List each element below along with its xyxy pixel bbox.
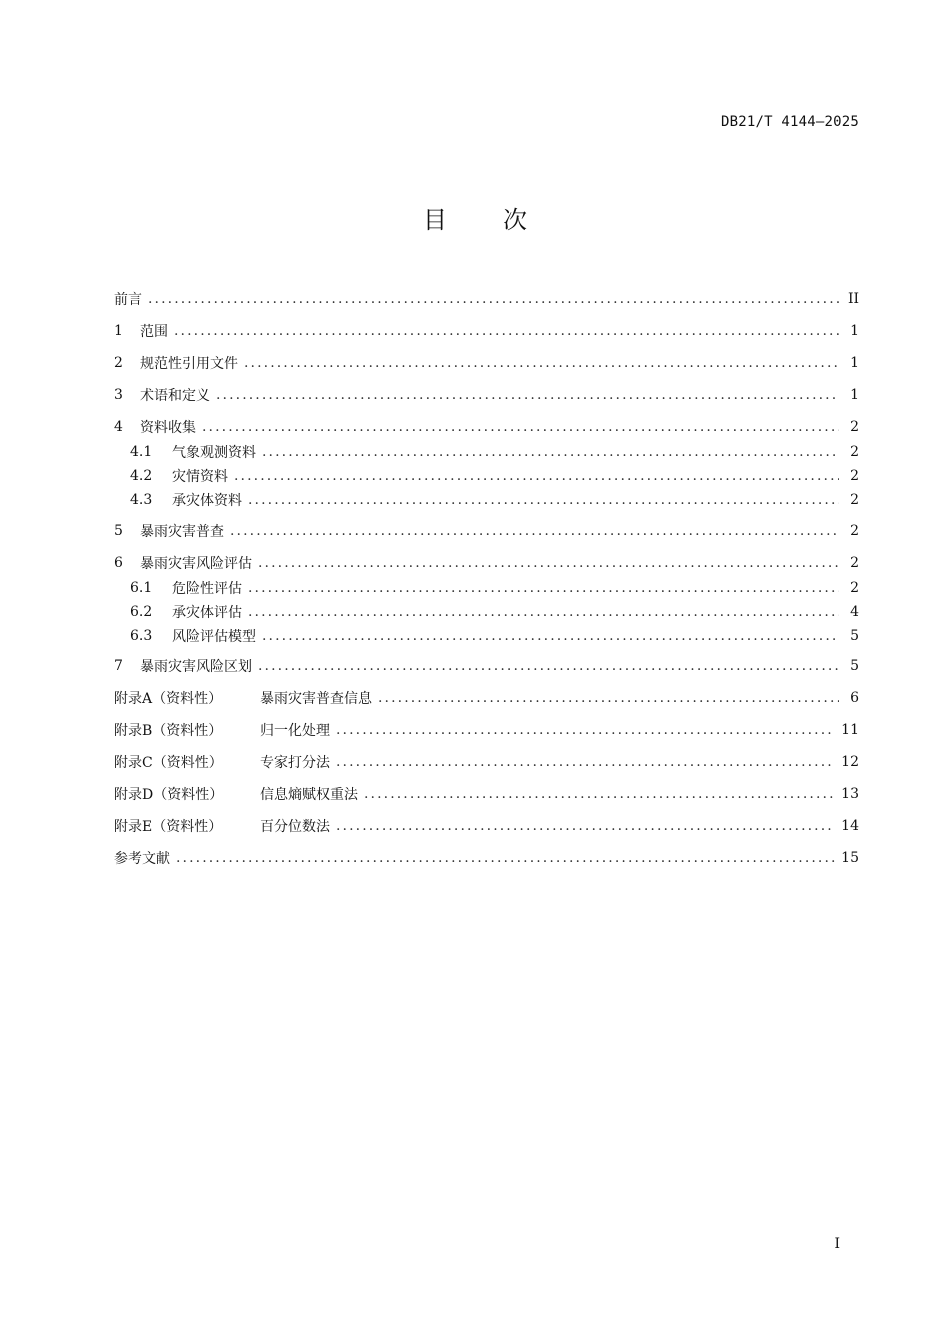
toc-entry-4-3[interactable]: [114, 490, 859, 510]
toc-leader-dots: [336, 818, 835, 834]
toc-appendix-tag: 附录D（资料性）: [114, 787, 224, 803]
toc-leader-dots: [262, 628, 839, 644]
toc-entry-appendix-a[interactable]: [114, 688, 859, 708]
toc-entry-references[interactable]: [114, 848, 859, 868]
toc-entry-page: 5: [850, 628, 859, 644]
toc-entry-page: 13: [841, 786, 859, 802]
toc-entry-page: 2: [850, 444, 859, 460]
toc-leader-dots: [148, 291, 839, 307]
toc-leader-dots: [262, 444, 839, 460]
toc-leader-dots: [202, 419, 839, 435]
toc-leader-dots: [248, 580, 839, 596]
toc-leader-dots: [174, 323, 839, 339]
toc-entry-page: 5: [850, 658, 859, 674]
toc-entry-5[interactable]: [114, 521, 859, 541]
toc-entry-label: 暴雨灾害风险评估: [140, 556, 252, 572]
toc-entry-label: 暴雨灾害普查信息: [260, 691, 372, 707]
toc-leader-dots: [364, 786, 835, 802]
toc-entry-label: 归一化处理: [260, 723, 330, 739]
toc-entry-page: 1: [850, 323, 859, 339]
toc-entry-page: 14: [841, 818, 859, 834]
toc-entry-1[interactable]: [114, 321, 859, 341]
toc-leader-dots: [216, 387, 839, 403]
toc-leader-dots: [336, 722, 835, 738]
toc-entry-page: 11: [841, 722, 859, 738]
toc-leader-dots: [378, 690, 839, 706]
toc-entry-label: 术语和定义: [140, 388, 210, 404]
toc-entry-6-3[interactable]: [114, 626, 859, 646]
toc-entry-number: 6: [114, 555, 123, 571]
toc-entry-label: 资料收集: [140, 420, 196, 436]
toc-entry-label: 气象观测资料: [172, 445, 256, 461]
toc-appendix-tag: 附录C（资料性）: [114, 755, 223, 771]
toc-entry-page: 2: [850, 419, 859, 435]
toc-entry-6-1[interactable]: [114, 578, 859, 598]
toc-entry-page: 1: [850, 355, 859, 371]
toc-leader-dots: [234, 468, 839, 484]
toc-entry-number: 4.1: [130, 444, 153, 460]
toc-entry-6[interactable]: [114, 553, 859, 573]
toc-leader-dots: [258, 555, 839, 571]
toc-entry-page: 2: [850, 555, 859, 571]
toc-entry-page: 2: [850, 523, 859, 539]
toc-leader-dots: [258, 658, 839, 674]
toc-entry-number: 4.3: [130, 492, 153, 508]
toc-entry-label: 参考文献: [114, 851, 170, 867]
toc-leader-dots: [248, 492, 839, 508]
toc-entry-label: 范围: [140, 324, 168, 340]
toc-entry-page: II: [847, 291, 859, 307]
toc-entry-label: 规范性引用文件: [140, 356, 238, 372]
toc-appendix-tag: 附录A（资料性）: [114, 691, 223, 707]
toc-leader-dots: [244, 355, 839, 371]
toc-leader-dots: [248, 604, 839, 620]
toc-entry-page: 6: [850, 690, 859, 706]
toc-entry-appendix-b[interactable]: [114, 720, 859, 740]
toc-entry-label: 专家打分法: [260, 755, 330, 771]
toc-entry-page: 2: [850, 468, 859, 484]
toc-entry-number: 6.2: [130, 604, 153, 620]
toc-entry-number: 5: [114, 523, 123, 539]
toc-entry-7[interactable]: [114, 656, 859, 676]
toc-leader-dots: [336, 754, 835, 770]
toc-entry-number: 2: [114, 355, 123, 371]
toc-leader-dots: [230, 523, 839, 539]
toc-entry-page: 4: [850, 604, 859, 620]
toc-entry-appendix-c[interactable]: [114, 752, 859, 772]
toc-entry-label: 暴雨灾害风险区划: [140, 659, 252, 675]
toc-entry-label: 前言: [114, 292, 142, 308]
toc-entry-page: 15: [841, 850, 859, 866]
toc-entry-label: 灾情资料: [172, 469, 228, 485]
toc-entry-number: 6.3: [130, 628, 153, 644]
toc-entry-page: 12: [841, 754, 859, 770]
toc-leader-dots: [176, 850, 835, 866]
toc-appendix-tag: 附录E（资料性）: [114, 819, 223, 835]
toc-entry-number: 3: [114, 387, 123, 403]
toc-entry-label: 承灾体评估: [172, 605, 242, 621]
toc-entry-appendix-d[interactable]: [114, 784, 859, 804]
toc-entry-number: 4: [114, 419, 123, 435]
page-title: 目次: [423, 206, 583, 234]
toc-entry-label: 百分位数法: [260, 819, 330, 835]
toc-entry-page: 1: [850, 387, 859, 403]
toc-entry-4-2[interactable]: [114, 466, 859, 486]
toc-entry-4[interactable]: [114, 417, 859, 437]
toc-entry-label: 信息熵赋权重法: [260, 787, 358, 803]
toc-entry-label: 暴雨灾害普查: [140, 524, 224, 540]
toc-entry-label: 危险性评估: [172, 581, 242, 597]
page-number: I: [834, 1236, 840, 1252]
toc-appendix-tag: 附录B（资料性）: [114, 723, 223, 739]
toc-entry-page: 2: [850, 492, 859, 508]
toc-entry-number: 4.2: [130, 468, 153, 484]
toc-entry-number: 7: [114, 658, 123, 674]
toc-entry-foreword[interactable]: [114, 289, 859, 309]
toc-entry-3[interactable]: [114, 385, 859, 405]
toc-entry-number: 1: [114, 323, 123, 339]
toc-entry-4-1[interactable]: [114, 442, 859, 462]
toc-entry-appendix-e[interactable]: [114, 816, 859, 836]
toc-entry-page: 2: [850, 580, 859, 596]
toc-entry-label: 风险评估模型: [172, 629, 256, 645]
toc-entry-number: 6.1: [130, 580, 153, 596]
toc-entry-6-2[interactable]: [114, 602, 859, 622]
standard-code: DB21/T 4144—2025: [720, 114, 859, 130]
toc-entry-2[interactable]: [114, 353, 859, 373]
toc-entry-label: 承灾体资料: [172, 493, 242, 509]
